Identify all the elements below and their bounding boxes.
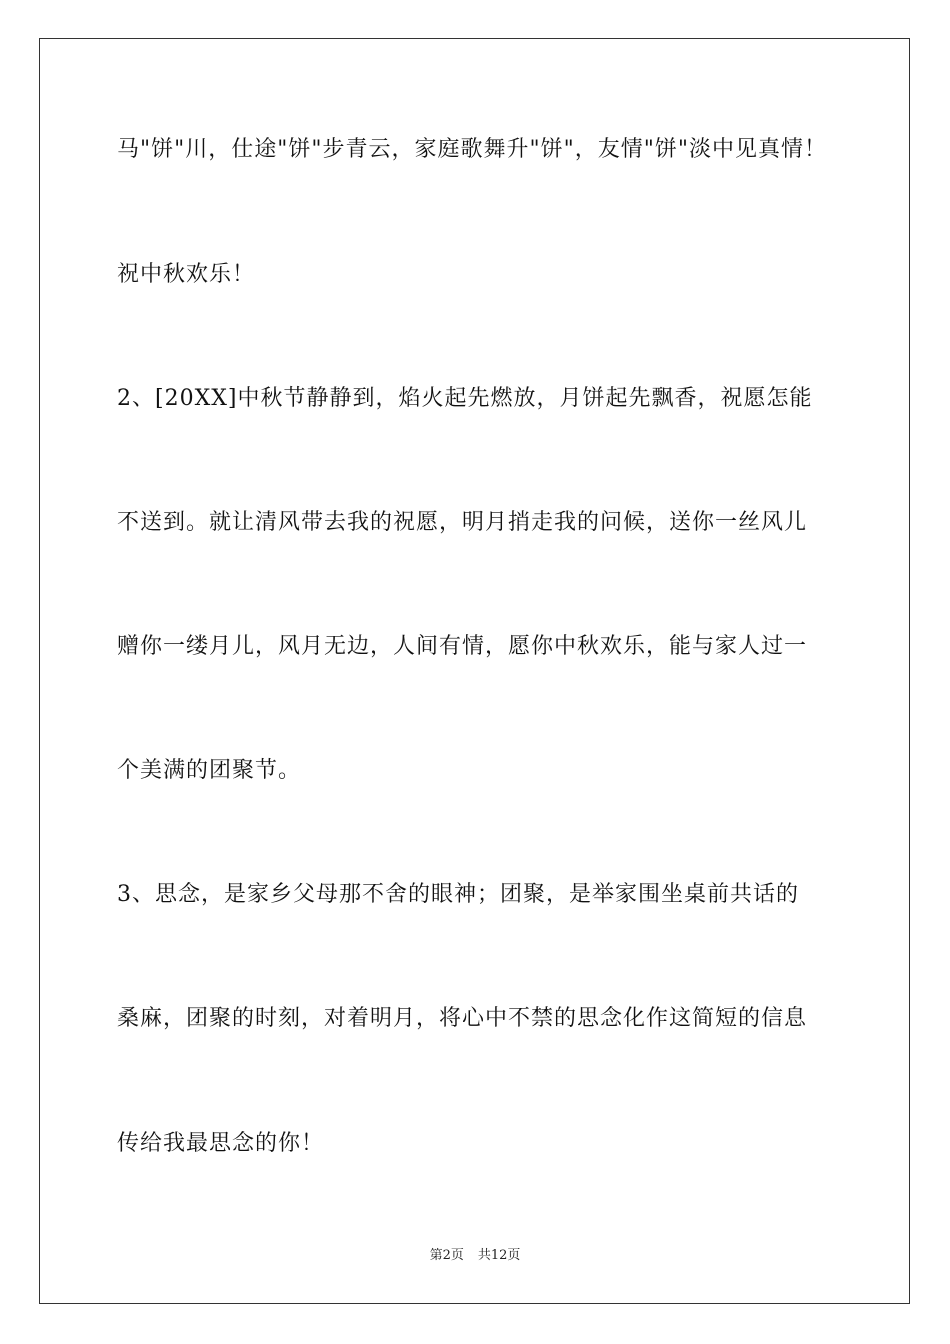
body-line-7: 3、思念，是家乡父母那不舍的眼神；团聚，是举家围坐桌前共话的 (117, 882, 799, 907)
body-line-9: 传给我最思念的你！ (117, 1131, 325, 1156)
page-number: 第2页 (429, 1248, 464, 1263)
body-line-4: 不送到。就让清风带去我的祝愿，明月捎走我的问候，送你一丝风儿 (117, 510, 808, 535)
page-footer (0, 1247, 950, 1265)
body-line-6: 个美满的团聚节。 (117, 758, 302, 783)
body-line-2: 祝中秋欢乐！ (117, 262, 256, 287)
body-line-3: 2、[20XX]中秋节静静到，焰火起先燃放，月饼起先飘香，祝愿怎能 (117, 386, 813, 411)
page-border (39, 38, 910, 1304)
total-pages: 共12页 (477, 1248, 521, 1263)
body-line-5: 赠你一缕月儿，风月无边，人间有情，愿你中秋欢乐，能与家人过一 (117, 634, 808, 659)
body-line-1: 马"饼"川，仕途"饼"步青云，家庭歌舞升"饼"，友情"饼"淡中见真情！ (117, 137, 827, 162)
body-line-8: 桑麻，团聚的时刻，对着明月，将心中不禁的思念化作这简短的信息 (117, 1006, 808, 1031)
